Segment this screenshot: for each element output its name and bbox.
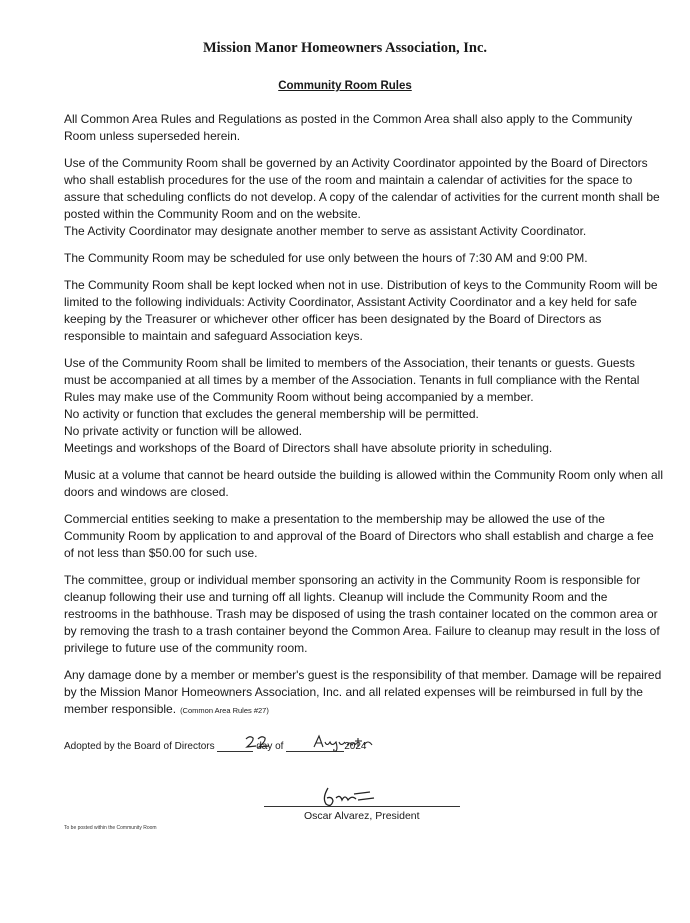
signatory-name: Oscar Alvarez, President (304, 810, 420, 822)
rule-text: No private activity or function will be allowed. (64, 424, 303, 438)
rule-paragraph (64, 511, 664, 562)
president-signature (318, 784, 378, 812)
handwritten-day (244, 734, 274, 750)
rule-text: The Community Room shall be kept locked when not in use. Distribution of keys to the Community Room will be limited to the following individuals: Activity Coordinator, Assistant Activity Coordinator and a key held for safe keeping by the Treasurer or whichever other officer has been designated by the Board of Directors as responsible to maintain and safeguard Association keys. (64, 278, 658, 343)
rule-text: Commercial entities seeking to make a presentation to the membership may be allowed the use of the Community Room by application to and approval of the Board of Directors who shall establish and charge a fee of not less than $50.00 for such use. (64, 512, 654, 560)
rule-paragraph (64, 250, 664, 267)
organization-name: Mission Manor Homeowners Association, Inc. (202, 40, 488, 56)
rule-paragraph (64, 155, 664, 240)
rule-text: The committee, group or individual member sponsoring an activity in the Community Room is responsible for cleanup following their use and turning off all lights. Cleanup will include the Community Room and the restrooms in the bathhouse. Trash may be disposed of using the trash container located on the common area or by removing the trash to a trash container beyond the Common Area. Failure to cleanup may result in the loss of privilege to future use of the community room. (64, 573, 660, 655)
signature-line (264, 806, 460, 807)
rules-body (64, 111, 664, 729)
rule-text: No activity or function that excludes the general membership will be permitted. (64, 407, 479, 421)
rule-paragraph (64, 111, 664, 145)
rule-text: Meetings and workshops of the Board of Directors shall have absolute priority in scheduling. (64, 441, 553, 455)
adopted-middle: day of (256, 741, 284, 752)
rule-text: All Common Area Rules and Regulations as posted in the Common Area shall also apply to the Community Room unless superseded herein. (64, 112, 633, 143)
posting-note: To be posted within the Community Room (64, 825, 157, 831)
rule-reference: (Common Area Rules #27) (180, 706, 269, 715)
rule-paragraph (64, 355, 664, 457)
rule-paragraph (64, 667, 664, 719)
adopted-year: 2024 (344, 741, 367, 752)
rule-paragraph (64, 572, 664, 657)
rule-text: Music at a volume that cannot be heard outside the building is allowed within the Community Room only when all doors and windows are closed. (64, 468, 663, 499)
rule-text-content: Any damage done by a member or member's guest is the responsibility of that member. Damage will be repaired by the Mission Manor Homeowners Association, Inc. and all related expenses will be reimbursed in full by the member responsible. (64, 668, 662, 716)
rule-text: The Activity Coordinator may designate another member to serve as assistant Activity Coordinator. (64, 224, 587, 238)
document-title: Community Room Rules (278, 80, 412, 92)
adopted-prefix: Adopted by the Board of Directors (64, 741, 215, 752)
rule-text: The Community Room may be scheduled for use only between the hours of 7:30 AM and 9:00 PM. (64, 251, 588, 265)
rule-paragraph (64, 467, 664, 501)
rule-text (64, 667, 664, 719)
rule-text: Use of the Community Room shall be governed by an Activity Coordinator appointed by the Board of Directors who shall establish procedures for the use of the room and maintain a calendar of activities for the space to assure that scheduling conflicts do not develop. A copy of the calendar of activities for the current month shall be posted within the Community Room and on the website. (64, 156, 660, 221)
rule-text: Use of the Community Room shall be limited to members of the Association, their tenants or guests. Guests must be accompanied at all times by a member of the Association. Tenants in full compliance with the Rental Rules may make use of the Community Room without being accompanied by a member. (64, 356, 640, 404)
handwritten-month (312, 733, 374, 753)
rule-paragraph (64, 277, 664, 345)
